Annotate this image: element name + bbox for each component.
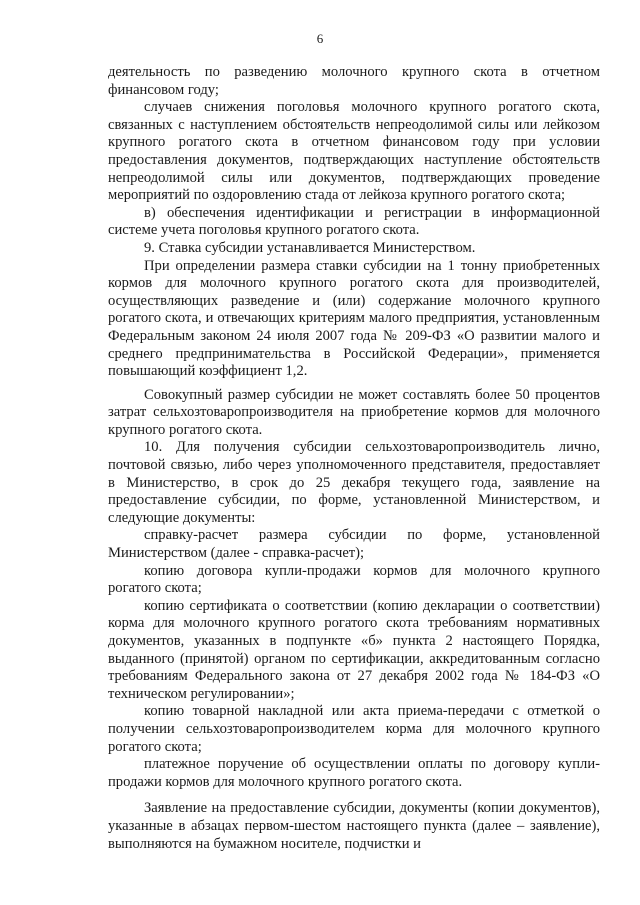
paragraph: Заявление на предоставление субсидии, документы (копии документов), указанные в абзацах первом-шестом настоящего пункта (далее – заявление), выполняются на бумажном носителе, подчистки и: [108, 800, 600, 852]
paragraph: платежное поручение об осуществлении оплаты по договору купли-продажи кормов для молочного крупного рогатого скота.: [108, 756, 600, 790]
page-number: 6: [316, 31, 324, 46]
paragraph: копию договора купли-продажи кормов для молочного крупного рогатого скота;: [108, 562, 600, 597]
paragraph: в) обеспечения идентификации и регистрации в информационной системе учета поголовья крупного рогатого скота.: [108, 204, 600, 239]
paragraph: случаев снижения поголовья молочного крупного рогатого скота, связанных с наступлением обстоятельств непреодолимой силы или лейкозом крупного рогатого скота в отчетном финансовом году при условии предоставления документов, подтверждающих наступление обстоятельств непреодолимой силы или документов, подтверждающих проведение мероприятий по оздоровлению стада от лейкоза крупного рогатого скота;: [108, 99, 600, 204]
paragraph: При определении размера ставки субсидии на 1 тонну приобретенных кормов для молочного крупного рогатого скота для производителей, осуществляющих разведение и (или) содержание молочного крупного рогатого скота, и отвечающих критериям малого предприятия, установленным Федеральным законом 24 июля 2007 года № 209-ФЗ «О развитии малого и среднего предпринимательства в Российской Федерации», применяется повышающий коэффициент 1,2.: [108, 257, 600, 380]
paragraph: 9. Ставка субсидии устанавливается Министерством.: [144, 239, 476, 256]
paragraph: копию товарной накладной или акта приема-передачи с отметкой о получении сельхозтоваропроизводителем корма для молочного крупного рогатого скота;: [108, 703, 600, 755]
paragraph: 10. Для получения субсидии сельхозтоваропроизводитель лично, почтовой связью, либо через уполномоченного представителя, предоставляет в Министерство, в срок до 25 декабря текущего года, заявление на предоставление субсидии, по форме, установленной Министерством, и следующие документы:: [108, 439, 600, 526]
paragraph: деятельность по разведению молочного крупного скота в отчетном финансовом году;: [108, 64, 600, 98]
document-body: [108, 64, 600, 853]
paragraph: Совокупный размер субсидии не может составлять более 50 процентов затрат сельхозтоваропроизводителя на приобретение кормов для молочного крупного рогатого скота.: [108, 386, 600, 438]
paragraph: копию сертификата о соответствии (копию декларации о соответствии) корма для молочного крупного рогатого скота требованиям нормативных документов, указанных в подпункте «б» пункта 2 настоящего Порядка, выданного (принятой) органом по сертификации, аккредитованным согласно требованиям Федерального закона от 27 декабря 2002 года № 184-ФЗ «О техническом регулировании»;: [108, 597, 600, 702]
paragraph: справку-расчет размера субсидии по форме, установленной Министерством (далее - справка-расчет);: [108, 527, 600, 562]
